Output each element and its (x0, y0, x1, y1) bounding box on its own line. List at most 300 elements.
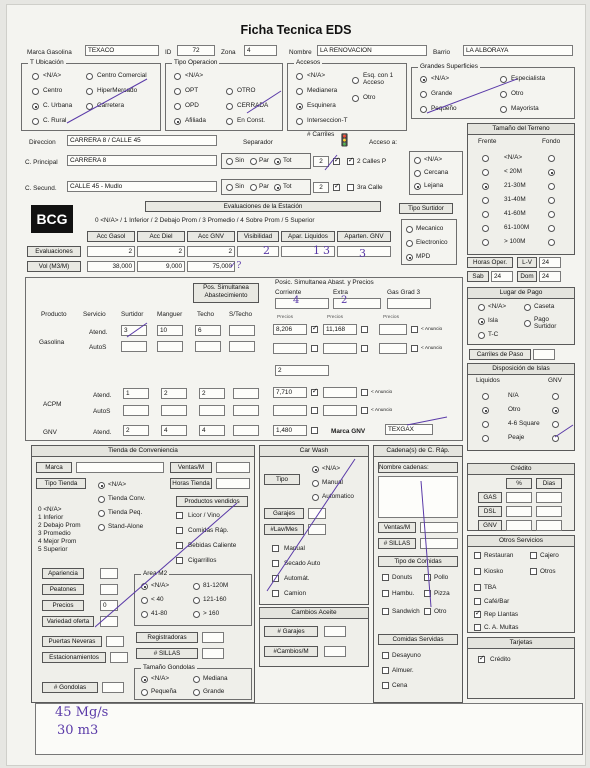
marca-gnv-field[interactable]: TEXGAX (385, 424, 433, 435)
col-producto: Producto (41, 311, 67, 318)
size-label-6: > 100M (504, 238, 526, 245)
frente-radio-3[interactable] (482, 197, 489, 204)
puertas-neveras-field[interactable] (106, 636, 124, 647)
surtidor-radio-electronico[interactable] (406, 240, 413, 247)
acceso-radio-lejana[interactable] (414, 183, 421, 190)
operacion-radio-const[interactable] (226, 118, 233, 125)
surtidor-radio-mpd[interactable] (406, 254, 413, 261)
cadenas-ventas-field[interactable] (420, 522, 458, 533)
comida-pizza-check[interactable] (424, 590, 431, 597)
vol-row-label: Vol (M3/M) (27, 261, 81, 272)
frente-radio-6[interactable] (482, 239, 489, 246)
servida-cena-check[interactable] (382, 682, 389, 689)
gnv-isla-radio-na[interactable] (552, 393, 559, 400)
gasolina-autos-manguer[interactable] (157, 341, 183, 352)
principal-label: C. Principal (25, 159, 58, 166)
tienda-radio-na[interactable] (98, 482, 105, 489)
pago-radio-isla[interactable] (478, 318, 485, 325)
acpm-autos-anuncio-1[interactable] (311, 407, 318, 414)
credito-gnv-pct[interactable] (506, 520, 532, 531)
gondola-radio-grande[interactable] (193, 689, 200, 696)
gnv-precio[interactable]: 1,480 (273, 425, 307, 436)
ubicacion-label-rural: C. Rural (43, 117, 67, 124)
barrio-label: Barrio (433, 49, 451, 56)
gnv-surtidor[interactable]: 2 (123, 425, 149, 436)
tarjetas-panel (467, 637, 575, 699)
servida-desayuno-check[interactable] (382, 652, 389, 659)
secundaria-field[interactable]: CALLE 45 - Mudlo (67, 181, 217, 192)
fondo-radio-0[interactable] (548, 155, 555, 162)
barrio-field[interactable]: LA ALBORAYA (463, 45, 573, 56)
servicio-cafe-check[interactable] (474, 598, 481, 605)
credito-title: Crédito (468, 464, 574, 475)
fondo-radio-4[interactable] (548, 211, 555, 218)
producto-comidas-check[interactable] (176, 527, 183, 534)
tienda-scale-4: 4 Mejor Prom (38, 538, 77, 545)
eval-acc-gnv[interactable]: 2 (187, 246, 235, 257)
gnv-isla-radio-square[interactable] (552, 421, 559, 428)
criterio-variedad-field[interactable] (100, 616, 118, 627)
operacion-title: Tipo Operacion (174, 59, 218, 66)
pos-gasgrad-field[interactable] (387, 298, 431, 309)
fondo-radio-3[interactable] (548, 197, 555, 204)
size-label-4: 41-60M (504, 210, 526, 217)
accesos-label-esquinera: Esquinera (307, 102, 336, 109)
tienda-scale-3: 3 Promedio (38, 530, 71, 537)
gasolina-autos-stecho[interactable] (229, 341, 255, 352)
eval-visibilidad[interactable] (237, 246, 279, 257)
secundaria-sep-par[interactable] (250, 184, 257, 191)
pago-radio-na[interactable] (478, 304, 485, 311)
pago-radio-caseta[interactable] (524, 304, 531, 311)
pago-label-surtidor: Pago Surtidor (534, 316, 557, 330)
area-radio-160[interactable] (193, 611, 200, 618)
vol-gnv[interactable]: 75,000 (187, 261, 235, 272)
gasolina-autos-precio-1[interactable] (273, 343, 307, 354)
accesos-radio-interseccion[interactable] (296, 118, 303, 125)
comida-otro-label: Otro (434, 608, 447, 615)
ubicacion-radio-centro[interactable] (32, 88, 39, 95)
carwash-radio-manual[interactable] (312, 480, 319, 487)
nombre-field[interactable]: LA RENOVACION (317, 45, 427, 56)
operacion-radio-opt[interactable] (174, 88, 181, 95)
pago-title: Lugar de Pago (468, 288, 574, 299)
productos-vendidos-button[interactable]: Productos vendidos (176, 496, 248, 507)
gondolas-label: # Gondolas (42, 682, 98, 693)
carwash-camion-check[interactable] (272, 590, 279, 597)
size-label-1: < 20M (504, 168, 522, 175)
frente-radio-5[interactable] (482, 225, 489, 232)
superficies-radio-na[interactable] (420, 76, 427, 83)
area-radio-40[interactable] (141, 597, 148, 604)
direccion-field[interactable]: CARRERA 8 / CALLE 45 (67, 135, 217, 146)
size-label-3: 31-40M (504, 196, 526, 203)
pago-radio-tc[interactable] (478, 332, 485, 339)
principal-sep-par[interactable] (250, 158, 257, 165)
islas-liquidos-label: Liquidos (476, 377, 500, 384)
credito-gnv-label: GNV (478, 520, 502, 531)
comida-sandwich-check[interactable] (382, 608, 389, 615)
accesos-radio-na[interactable] (296, 73, 303, 80)
islas-label-na: N/A (508, 392, 519, 399)
carriles-label: # Carriles (307, 131, 335, 138)
gasolina-atend-surtidor[interactable]: 3 (121, 325, 147, 336)
horas-oper-label: Horas Oper. (467, 257, 513, 268)
producto-bebidas-check[interactable] (176, 542, 183, 549)
tienda-scale-1: 1 Inferior (38, 514, 64, 521)
id-label: ID (165, 49, 172, 56)
criterio-apariencia-field[interactable] (100, 568, 118, 579)
gnv-techo[interactable]: 4 (199, 425, 225, 436)
producto-licor-check[interactable] (176, 512, 183, 519)
acpm-autos-manguer[interactable] (161, 405, 187, 416)
dom-field[interactable]: 24 (539, 271, 561, 282)
superficies-radio-grande[interactable] (420, 91, 427, 98)
col-stecho: S/Techo (229, 311, 253, 318)
credito-dsl-dias[interactable] (536, 506, 562, 517)
marca-gnv-label: Marca GNV (331, 428, 366, 435)
col-acc-gasol: Acc Gasol (87, 231, 135, 242)
area-radio-na[interactable] (141, 583, 148, 590)
acpm-autos-surtidor[interactable] (123, 405, 149, 416)
liquidos-radio-otro[interactable] (482, 407, 489, 414)
frente-radio-2[interactable] (482, 183, 489, 190)
area-title: Area M2 (143, 570, 168, 577)
carwash-secado-check[interactable] (272, 560, 279, 567)
superficies-radio-otro[interactable] (500, 91, 507, 98)
acceso-radio-na[interactable] (414, 157, 421, 164)
superficies-label-mayorista: Mayorista (511, 105, 539, 112)
accesos-label-interseccion: Interseccion-T (307, 117, 348, 124)
accesos-radio-esquinera[interactable] (296, 103, 303, 110)
tarjeta-credito-label: Crédito (490, 656, 511, 663)
pos-simultanea-button[interactable]: Pos. Simultanea Abastecimiento (193, 283, 259, 303)
tienda-radio-conv[interactable] (98, 496, 105, 503)
ubicacion-radio-rural[interactable] (32, 118, 39, 125)
producto-bebidas-label: Bebidas Caliente (188, 542, 237, 549)
marca-field[interactable]: TEXACO (85, 45, 159, 56)
carwash-title: Car Wash (260, 446, 368, 457)
operacion-label-afiliada: Afiliada (185, 117, 206, 124)
secundaria-sep-sin-label: Sin (235, 183, 245, 190)
acpm-precio[interactable]: 7,710 (273, 387, 307, 398)
area-radio-41[interactable] (141, 611, 148, 618)
acceso-radio-cercana[interactable] (414, 170, 421, 177)
carriles-paso-field[interactable] (533, 349, 555, 360)
col-visibilidad: Visibilidad (237, 231, 279, 242)
aceite-garajes-field[interactable] (324, 626, 346, 637)
aceite-title: Cambios Aceite (260, 608, 368, 619)
evaluaciones-row-label: Evaluaciones (27, 246, 81, 257)
secundaria-sep-sin[interactable] (226, 184, 233, 191)
gasolina-autos-techo[interactable] (195, 341, 221, 352)
gasolina-precio-corriente[interactable]: 8,206 (273, 324, 307, 335)
credito-gas-dias[interactable] (536, 492, 562, 503)
dos-calles-check[interactable] (347, 158, 354, 165)
gasolina-autos-anuncio-1[interactable] (311, 345, 318, 352)
aceite-cambios-field[interactable] (324, 646, 346, 657)
ubicacion-radio-na[interactable] (32, 73, 39, 80)
gasolina-atend-techo[interactable]: 6 (195, 325, 221, 336)
credito-dsl-pct[interactable] (506, 506, 532, 517)
servicios-title: Otros Servicios (468, 536, 574, 547)
secundaria-carriles-field[interactable]: 2 (313, 182, 329, 193)
liquidos-radio-peaje[interactable] (482, 435, 489, 442)
superficies-radio-especialista[interactable] (500, 76, 507, 83)
comida-hambu-check[interactable] (382, 590, 389, 597)
tienda-label-na: <N/A> (108, 481, 127, 488)
area-group (134, 570, 252, 626)
eval-acc-gasol[interactable]: 2 (87, 246, 135, 257)
carwash-radio-auto[interactable] (312, 494, 319, 501)
credito-dsl-label: DSL (478, 506, 502, 517)
registradoras-label: Registradoras (136, 632, 198, 643)
lv-field[interactable]: 24 (539, 257, 561, 268)
operacion-label-otro: OTRO (237, 87, 256, 94)
acpm-anuncio-label-1: < Anuncio (371, 390, 393, 395)
size-label-2: 21-30M (504, 182, 526, 189)
servicio-restauran-check[interactable] (474, 552, 481, 559)
operacion-radio-otro[interactable] (226, 88, 233, 95)
criterio-precios-field[interactable]: 0 (100, 600, 118, 611)
gasolina-anuncio-extra[interactable] (361, 326, 368, 333)
terreno-panel (467, 123, 575, 255)
carwash-panel (259, 445, 369, 605)
gasolina-precio-grad[interactable] (379, 324, 407, 335)
carwash-manual-check[interactable] (272, 545, 279, 552)
operacion-radio-opd[interactable] (174, 103, 181, 110)
credito-gas-label: GAS (478, 492, 502, 503)
accesos-radio-otro[interactable] (352, 95, 359, 102)
servicio-kiosko-check[interactable] (474, 568, 481, 575)
vol-gasol[interactable]: 38,000 (87, 261, 135, 272)
gasolina-atend-stecho[interactable] (229, 325, 255, 336)
gondola-radio-pequena[interactable] (141, 689, 148, 696)
servicio-tba-check[interactable] (474, 584, 481, 591)
registradoras-field[interactable] (202, 632, 224, 643)
fondo-radio-6[interactable] (548, 239, 555, 246)
gnv-isla-radio-peaje[interactable] (552, 435, 559, 442)
zona-field[interactable]: 4 (244, 45, 277, 56)
cadenas-nombre-field[interactable] (378, 476, 458, 518)
acpm-autos-precio-2[interactable] (323, 405, 357, 416)
frente-radio-4[interactable] (482, 211, 489, 218)
servicio-llantas-check[interactable] (474, 611, 481, 618)
surtidor-label-mpd: MPD (416, 253, 431, 260)
area-radio-81[interactable] (193, 583, 200, 590)
gasolina-anuncio-grad[interactable] (411, 326, 418, 333)
sab-label: Sab (467, 271, 489, 282)
gasolina-anuncio-corriente[interactable] (311, 326, 318, 333)
accesos-title: Accesos (296, 59, 321, 66)
acpm-anuncio-2[interactable] (361, 389, 368, 396)
tienda-ventas-field[interactable] (216, 462, 250, 473)
gnv-isla-radio-otro[interactable] (552, 407, 559, 414)
eval-acc-diel[interactable]: 2 (137, 246, 185, 257)
gasolina-autos-anuncio-2[interactable] (361, 345, 368, 352)
evaluaciones-scale: 0 <N/A> / 1 Inferior / 2 Debajo Prom / 3 Promedio / 4 Sobre Prom / 5 Superior (95, 217, 315, 224)
acpm-autos-stecho[interactable] (233, 405, 259, 416)
principal-carriles-check[interactable] (333, 158, 340, 165)
form-sheet (6, 4, 586, 766)
carwash-lav-field[interactable] (308, 524, 326, 535)
estacionamientos-field[interactable] (110, 652, 128, 663)
aceite-garajes-label: # Garajes (264, 626, 318, 637)
gasolina-precio-extra[interactable]: 11,168 (323, 324, 357, 335)
acceso-a-label: Acceso a: (369, 139, 398, 146)
tienda-marca-field[interactable] (76, 462, 164, 473)
liquidos-radio-na[interactable] (482, 393, 489, 400)
gasolina-autos-precio-3[interactable] (379, 343, 407, 354)
carwash-radio-na[interactable] (312, 466, 319, 473)
surtidor-label-mecanico: Mecanico (416, 225, 444, 232)
principal-carriles-field[interactable]: 2 (313, 156, 329, 167)
size-label-0: <N/A> (504, 154, 523, 161)
gnv-stecho[interactable] (233, 425, 259, 436)
principal-field[interactable]: CARRERA 8 (67, 155, 217, 166)
servicio-cajero-check[interactable] (530, 552, 537, 559)
secundaria-sep-tot[interactable] (274, 184, 281, 191)
credito-pct-label: % (506, 478, 532, 489)
tercera-calle-check[interactable] (347, 184, 354, 191)
area-label-121: 121-160 (203, 596, 227, 603)
area-label-na: <N/A> (151, 582, 170, 589)
area-radio-121[interactable] (193, 597, 200, 604)
tarjeta-credito-check[interactable] (478, 656, 485, 663)
principal-sep-sin[interactable] (226, 158, 233, 165)
tienda-radio-peq[interactable] (98, 510, 105, 517)
acpm-atend-stecho[interactable] (233, 388, 259, 399)
producto-comidas-label: Comidas Ráp. (188, 527, 229, 534)
principal-sep-tot[interactable] (274, 158, 281, 165)
ubicacion-radio-carretera[interactable] (86, 103, 93, 110)
acpm-atend-surtidor[interactable]: 1 (123, 388, 149, 399)
operacion-radio-cerrada[interactable] (226, 103, 233, 110)
gasolina-autos-surtidor[interactable] (121, 341, 147, 352)
cadenas-sillas-label: # SILLAS (378, 538, 416, 549)
servicio-multas-check[interactable] (474, 624, 481, 631)
gondola-radio-mediana[interactable] (193, 676, 200, 683)
handwritten-vol-mark: ✓? (229, 261, 242, 271)
tienda-scale-0: 0 <N/A> (38, 506, 62, 513)
acpm-pos-field[interactable]: 2 (275, 365, 329, 376)
acpm-autos-techo[interactable] (199, 405, 225, 416)
accesos-radio-esq[interactable] (352, 77, 359, 84)
acpm-atend-techo[interactable]: 2 (199, 388, 225, 399)
superficies-radio-pequeno[interactable] (420, 106, 427, 113)
superficies-radio-mayorista[interactable] (500, 106, 507, 113)
comida-donuts-check[interactable] (382, 574, 389, 581)
fondo-radio-2[interactable] (548, 183, 555, 190)
acpm-autos-precio[interactable] (273, 405, 307, 416)
gasolina-autos-anuncio-3[interactable] (411, 345, 418, 352)
tienda-label-peq: Tienda Peq. (108, 509, 143, 516)
tienda-horas-field[interactable] (216, 478, 250, 489)
handwritten-eval-gnv: 3 (359, 247, 366, 260)
producto-cigarrillos-label: Cigarrillos (188, 557, 217, 564)
ubicacion-radio-cc[interactable] (86, 73, 93, 80)
tienda-sillas-field[interactable] (202, 648, 224, 659)
liquidos-radio-square[interactable] (482, 421, 489, 428)
col-techo: Techo (197, 311, 215, 318)
gondolas-field[interactable] (102, 682, 124, 693)
frente-label: Frente (478, 138, 497, 145)
gondola-size-title: Tamaño Gondolas (143, 664, 195, 671)
gasolina-autos-precio-2[interactable] (323, 343, 357, 354)
accesos-radio-medianera[interactable] (296, 88, 303, 95)
gasolina-anuncio-label-2: < Anuncio (421, 346, 443, 351)
precios-col-1: Precios (277, 315, 293, 320)
ubicacion-radio-hiper[interactable] (86, 88, 93, 95)
gondola-label-mediana: Mediana (203, 675, 228, 682)
servida-almuerzo-check[interactable] (382, 667, 389, 674)
servicio-otros-check[interactable] (530, 568, 537, 575)
credito-gnv-dias[interactable] (536, 520, 562, 531)
surtidor-radio-mecanico[interactable] (406, 226, 413, 233)
posic-label: Posic. Simultanea Abast. y Precios (275, 279, 374, 286)
tarjetas-title: Tarjetas (468, 638, 574, 649)
gnv-manguer[interactable]: 4 (161, 425, 187, 436)
sab-field[interactable]: 24 (491, 271, 513, 282)
operacion-radio-na[interactable] (174, 73, 181, 80)
gnv-anuncio[interactable] (311, 427, 318, 434)
gondola-radio-na[interactable] (141, 676, 148, 683)
operacion-radio-afiliada[interactable] (174, 118, 181, 125)
acpm-anuncio-1[interactable] (311, 389, 318, 396)
carwash-tipo-label: Tipo (264, 474, 300, 485)
pago-radio-surtidor[interactable] (524, 320, 531, 327)
fondo-radio-1[interactable] (548, 169, 555, 176)
carwash-garajes-field[interactable] (308, 508, 326, 519)
acpm-precio-2[interactable] (323, 387, 357, 398)
carwash-garajes-label: Garajes (264, 508, 304, 519)
comida-pollo-check[interactable] (424, 574, 431, 581)
acceso-group (409, 151, 463, 195)
comida-otro-check[interactable] (424, 608, 431, 615)
id-field[interactable]: 72 (177, 45, 215, 56)
gasolina-atend-manguer[interactable]: 10 (157, 325, 183, 336)
criterio-precios: Precios (42, 600, 84, 611)
acpm-atend-manguer[interactable]: 2 (161, 388, 187, 399)
secundaria-carriles-check[interactable] (333, 184, 340, 191)
cadenas-sillas-field[interactable] (420, 538, 458, 549)
servicio-multas-label: C. A. Multas (484, 624, 519, 631)
ubicacion-radio-urbana[interactable] (32, 103, 39, 110)
gondola-size-group (134, 664, 252, 700)
surtidor-label-electronico: Electronico (416, 239, 448, 246)
tipo-surtidor-button[interactable]: Tipo Surtidor (399, 203, 453, 214)
acceso-label-cercana: Cercana (424, 169, 449, 176)
credito-dias-label: Dias (536, 478, 562, 489)
acpm-autos-anuncio-2[interactable] (361, 407, 368, 414)
superficies-label-grande: Grande (431, 90, 453, 97)
handwritten-eval-visibilidad: 2 (263, 244, 270, 257)
pos-corriente-field[interactable] (275, 298, 329, 309)
tienda-radio-stand[interactable] (98, 524, 105, 531)
frente-radio-1[interactable] (482, 169, 489, 176)
credito-gas-pct[interactable] (506, 492, 532, 503)
vol-diel[interactable]: 9,000 (137, 261, 185, 272)
tipo-comidas-title: Tipo de Comidas (378, 556, 458, 567)
pago-label-caseta: Caseta (534, 303, 555, 310)
notes-area[interactable] (35, 703, 583, 755)
col-aparten-gnv: Aparten. GNV (337, 231, 391, 242)
carwash-automat-check[interactable] (272, 575, 279, 582)
producto-cigarrillos-check[interactable] (176, 557, 183, 564)
fondo-radio-5[interactable] (548, 225, 555, 232)
criterio-peatones-field[interactable] (100, 584, 118, 595)
frente-radio-0[interactable] (482, 155, 489, 162)
